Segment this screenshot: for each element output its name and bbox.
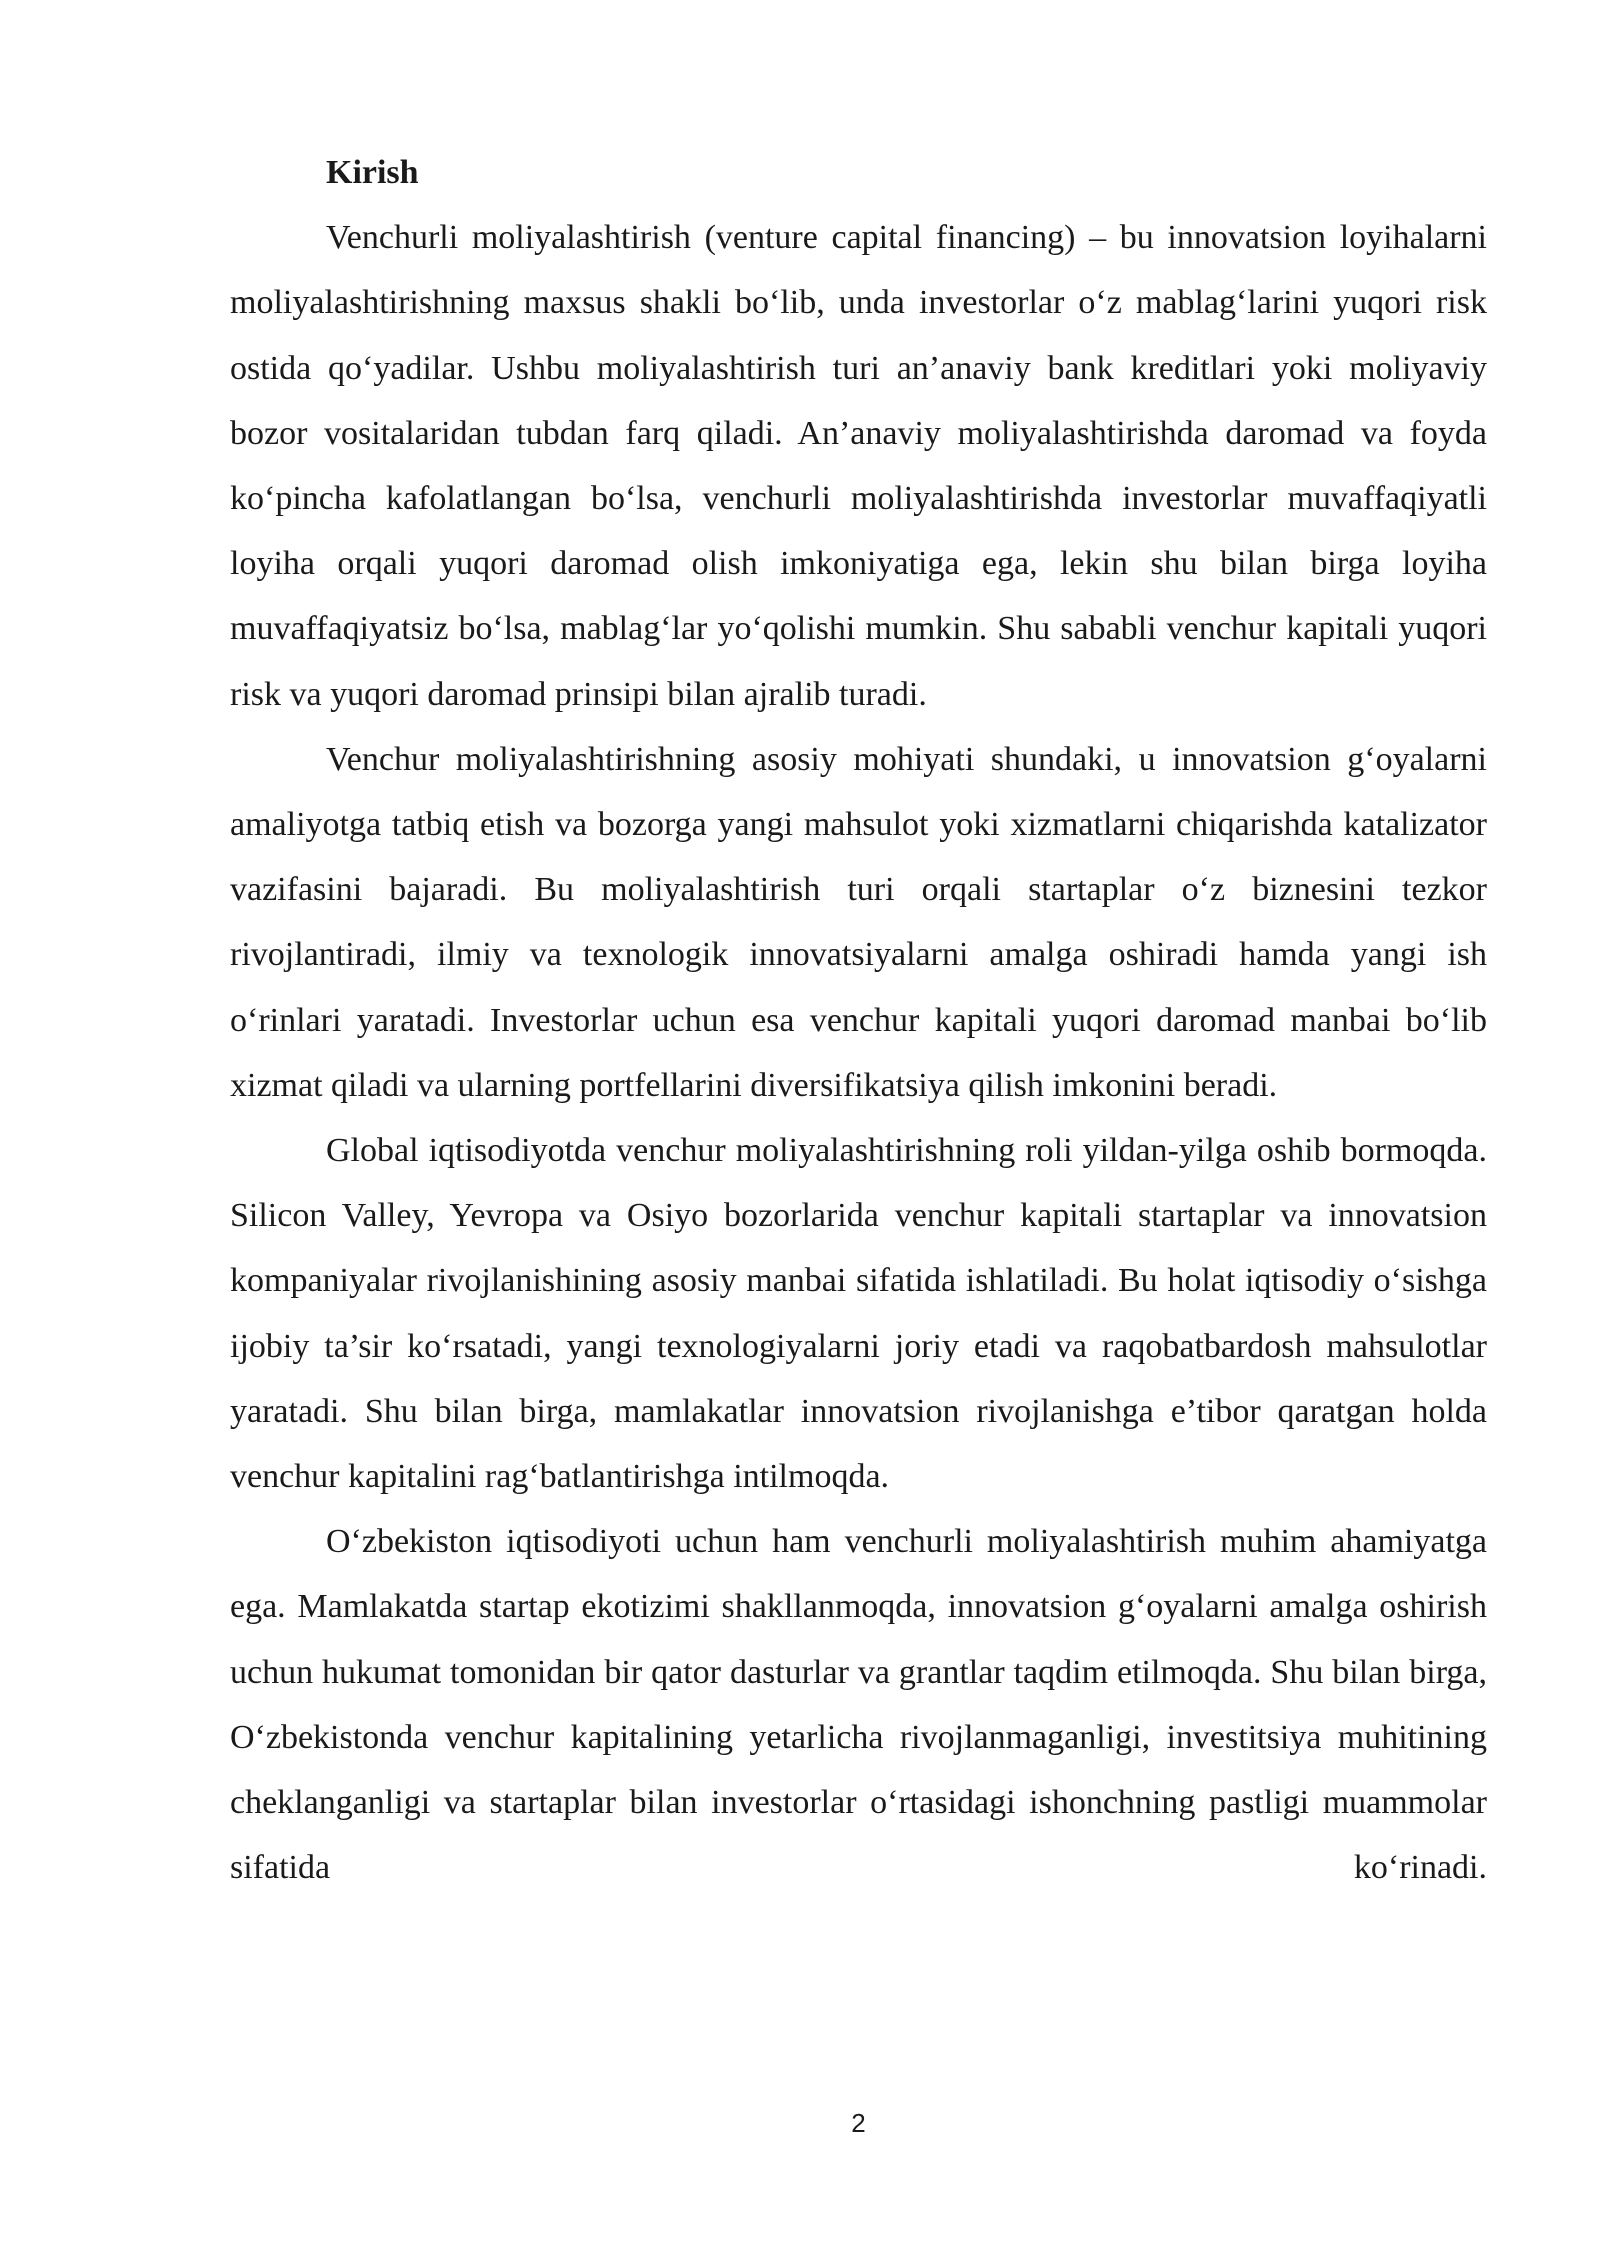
- paragraph-2: Venchur moliyalashtirishning asosiy mohiyati shundaki, u innovatsion g‘oyalarni amaliyotga tatbiq etish va bozorga yangi mahsulot yoki xizmatlarni chiqarishda katalizator vazifasini bajaradi. Bu moliyalashtirish turi orqali startaplar o‘z biznesini tezkor rivojlantiradi, ilmiy va texnologik innovatsiyalarni amalga oshiradi hamda yangi ish o‘rinlari yaratadi. Investorlar uchun esa venchur kapitali yuqori daromad manbai bo‘lib xizmat qiladi va ularning portfellarini diversifikatsiya qilish imkonini beradi.: [230, 740, 1487, 1104]
- paragraph-4: O‘zbekiston iqtisodiyoti uchun ham venchurli moliyalashtirish muhim ahamiyatga ega. Mamlakatda startap ekotizimi shakllanmoqda, innovatsion g‘oyalarni amalga oshirish uchun hukumat tomonidan bir qator dasturlar va grantlar taqdim etilmoqda. Shu bilan birga, O‘zbekistonda venchur kapitalining yetarlicha rivojlanmaganligi, investitsiya muhitining cheklanganligi va startaplar bilan investorlar o‘rtasidagi ishonchning pastligi muammolar sifatida ko‘rinadi.: [230, 1523, 1487, 1887]
- section-heading: Kirish: [326, 154, 419, 191]
- page-content: [230, 140, 1487, 1900]
- paragraph-3: Global iqtisodiyotda venchur moliyalashtirishning roli yildan-yilga oshib bormoqda. Silicon Valley, Yevropa va Osiyo bozorlarida venchur kapitali startaplar va innovatsion kompaniyalar rivojlanishining asosiy manbai sifatida ishlatiladi. Bu holat iqtisodiy o‘sishga ijobiy ta’sir ko‘rsatadi, yangi texnologiyalarni joriy etadi va raqobatbardosh mahsulotlar yaratadi. Shu bilan birga, mamlakatlar innovatsion rivojlanishga e’tibor qaratgan holda venchur kapitalini rag‘batlantirishga intilmoqda.: [230, 1132, 1487, 1496]
- paragraph-1: Venchurli moliyalashtirish (venture capital financing) – bu innovatsion loyihalarni moliyalashtirishning maxsus shakli bo‘lib, unda investorlar o‘z mablag‘larini yuqori risk ostida qo‘yadilar. Ushbu moliyalashtirish turi an’anaviy bank kreditlari yoki moliyaviy bozor vositalaridan tubdan farq qiladi. An’anaviy moliyalashtirishda daromad va foyda ko‘pincha kafolatlangan bo‘lsa, venchurli moliyalashtirishda investorlar muvaffaqiyatli loyiha orqali yuqori daromad olish imkoniyatiga ega, lekin shu bilan birga loyiha muvaffaqiyatsiz bo‘lsa, mablag‘lar yo‘qolishi mumkin. Shu sababli venchur kapitali yuqori risk va yuqori daromad prinsipi bilan ajralib turadi.: [230, 219, 1487, 713]
- page-number: 2: [851, 2108, 866, 2138]
